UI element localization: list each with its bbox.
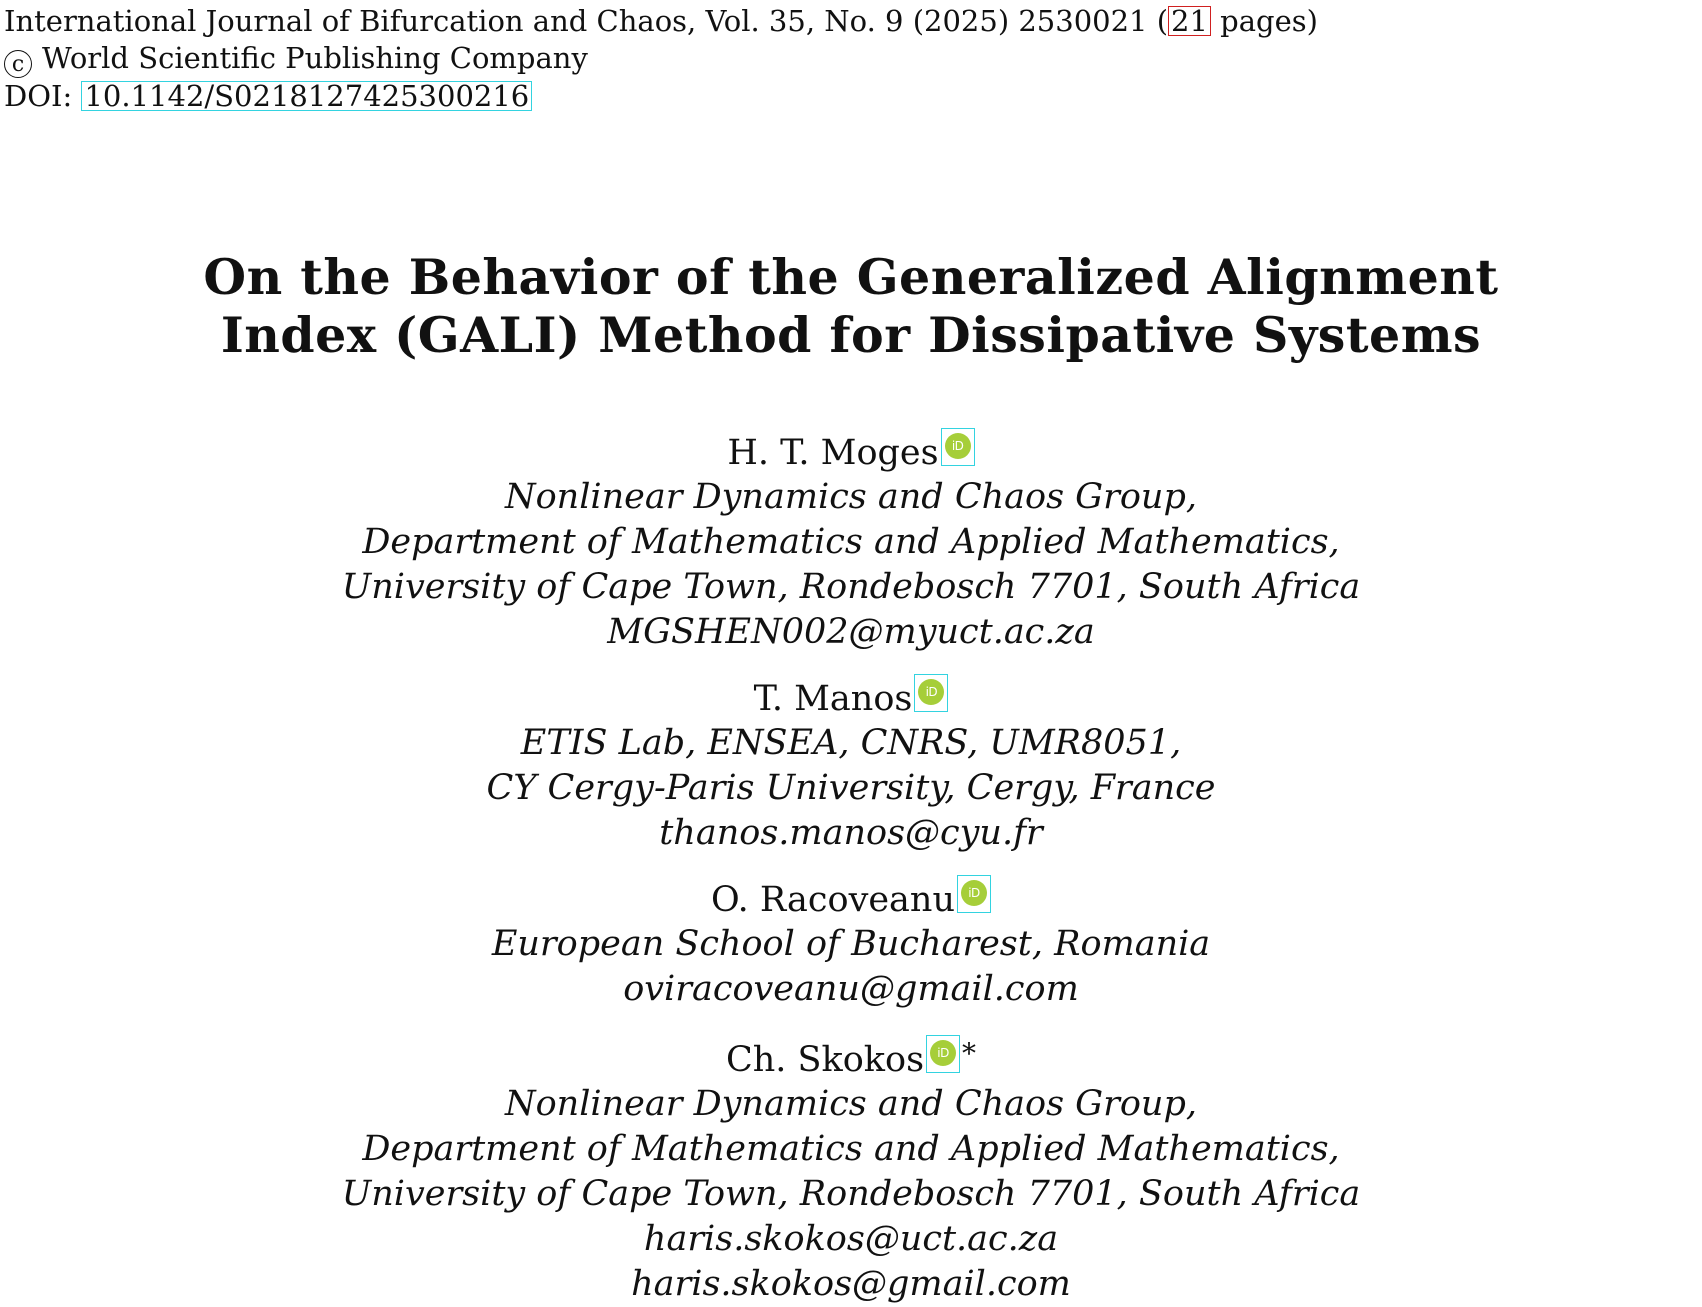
author-block-racoveanu [0, 875, 1702, 1012]
affiliation-line: Nonlinear Dynamics and Chaos Group, [504, 477, 1198, 517]
title-line-2: Index (GALI) Method for Dissipative Systems [220, 306, 1482, 364]
author-email: thanos.manos@cyu.fr [659, 813, 1043, 853]
orcid-icon: iD [930, 1040, 956, 1066]
orcid-icon: iD [945, 433, 971, 459]
orcid-link[interactable] [914, 674, 948, 712]
paper-title [0, 248, 1702, 364]
affiliation-line: Department of Mathematics and Applied Mathematics, [362, 522, 1340, 562]
author-block-moges [0, 428, 1702, 655]
author-name: H. T. Moges [727, 433, 939, 473]
journal-citation-line [4, 3, 1318, 40]
author-email: oviracoveanu@gmail.com [623, 969, 1079, 1009]
author-name: O. Racoveanu [710, 880, 956, 920]
author-name: Ch. Skokos [725, 1040, 925, 1080]
orcid-link[interactable] [941, 428, 975, 466]
author-block-skokos [0, 1032, 1702, 1307]
title-line-1: On the Behavior of the Generalized Alignment [203, 248, 1499, 306]
journal-citation-suffix: pages) [1210, 4, 1318, 38]
affiliation-line: European School of Bucharest, Romania [491, 924, 1211, 964]
doi-link[interactable]: 10.1142/S0218127425300216 [81, 81, 532, 111]
author-name: T. Manos [753, 679, 913, 719]
corresponding-author-mark: * [962, 1037, 977, 1070]
orcid-link[interactable] [957, 875, 991, 913]
author-email: haris.skokos@gmail.com [631, 1264, 1071, 1304]
page-count-link[interactable]: 21 [1168, 6, 1211, 36]
doi-line [4, 78, 1318, 115]
author-email: haris.skokos@uct.ac.za [643, 1219, 1059, 1259]
orcid-icon: iD [961, 880, 987, 906]
copyright-line [4, 40, 1318, 78]
author-email: MGSHEN002@myuct.ac.za [607, 612, 1095, 652]
affiliation-line: University of Cape Town, Rondebosch 7701, South Africa [341, 1174, 1361, 1214]
journal-header [4, 3, 1318, 115]
affiliation-line: ETIS Lab, ENSEA, CNRS, UMR8051, [520, 723, 1182, 763]
author-name-line [0, 1032, 1702, 1082]
affiliation-line: University of Cape Town, Rondebosch 7701, South Africa [341, 567, 1361, 607]
affiliation-line: Department of Mathematics and Applied Mathematics, [362, 1129, 1340, 1169]
affiliation-line: Nonlinear Dynamics and Chaos Group, [504, 1084, 1198, 1124]
author-name-line [0, 428, 1702, 475]
author-name-line [0, 875, 1702, 922]
journal-citation-prefix: International Journal of Bifurcation and Chaos, Vol. 35, No. 9 (2025) 2530021 ( [4, 4, 1169, 38]
orcid-link[interactable] [926, 1035, 960, 1073]
copyright-icon: c [4, 50, 32, 78]
doi-label: DOI: [4, 79, 82, 113]
orcid-icon: iD [918, 679, 944, 705]
affiliation-line: CY Cergy-Paris University, Cergy, France [486, 768, 1216, 808]
author-block-manos [0, 674, 1702, 856]
author-name-line [0, 674, 1702, 721]
publisher-name: World Scientific Publishing Company [42, 41, 588, 75]
